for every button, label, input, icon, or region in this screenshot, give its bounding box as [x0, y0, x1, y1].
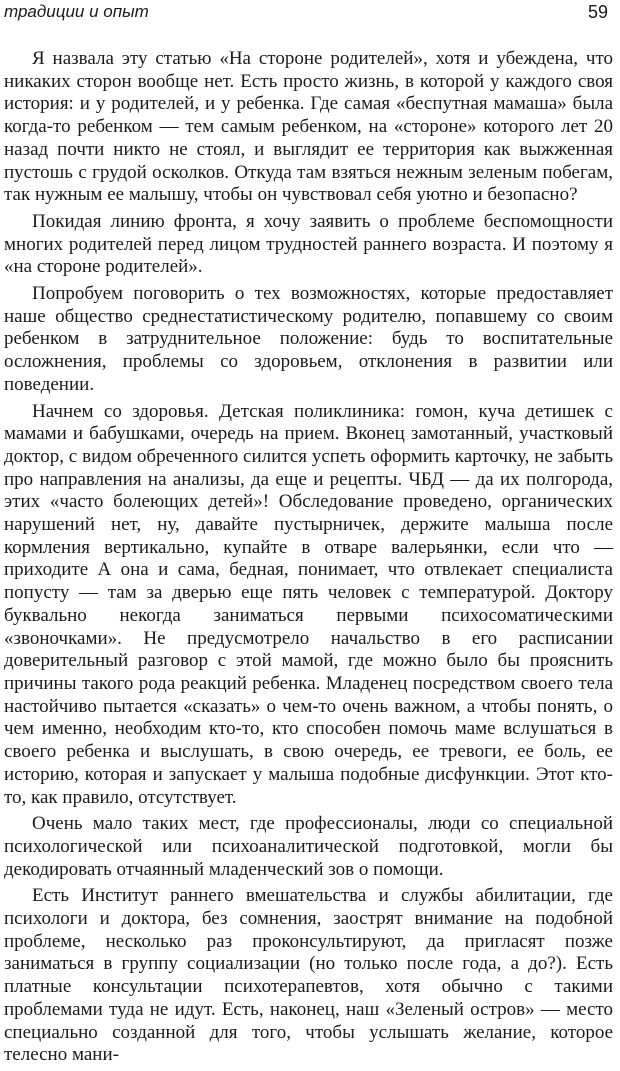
- running-head: [4, 2, 608, 28]
- paragraph: Очень мало таких мест, где профессионалы, люди со специальной психологической или психоаналитической подготовкой, могли бы декодировать отчаянный младенческий зов о помощи.: [4, 813, 613, 880]
- paragraph: Начнем со здоровья. Детская поликлиника: гомон, куча детишек с мамами и бабушками, очередь на прием. Вконец замотанный, участковый доктор, с видом обреченного силится успеть оформить карточку, не забыть про направления на анализы, да еще и рецепты. ЧБД — да их полгорода, этих «часто болеющих детей»! Обследование проведено, органических нарушений нет, ну, давайте пустырничек, держите малыша после кормления вертикально, купайте в отваре валерьянки, если что — приходите А она и сама, бедная, понимает, что отвлекает специалиста попусту — там за дверью еще пять человек с температурой. Доктору буквально некогда заниматься первыми психосоматическими «звоночками». Не предусмотрело начальство в его расписании доверительный разговор с этой мамой, где можно было бы прояснить причины такого рода реакций ребенка. Младенец посредством своего тела настойчиво пытается «сказать» о чем-то очень важном, а чтобы понять, о чем именно, необходим кто-то, кто способен помочь маме вслушаться в своего ребенка и выслушать, в свою очередь, ее тревоги, ее боль, ее историю, которая и запускает у малыша подобные дисфункции. Этот кто-то, как правило, отсутствует.: [4, 400, 613, 808]
- body-text: [4, 48, 613, 1071]
- paragraph: Попробуем поговорить о тех возможностях, которые предоставляет наше общество среднестатистическому родителю, попавшему со своим ребенком в затруднительное положение: будь то воспитательные осложнения, проблемы со здоровьем, отклонения в развитии или поведении.: [4, 283, 613, 395]
- paragraph: Покидая линию фронта, я хочу заявить о проблеме беспомощности многих родителей перед лицом трудностей раннего возраста. И поэтому я «на стороне родителей».: [4, 210, 613, 278]
- paragraph: Я назвала эту статью «На стороне родителей», хотя и убеждена, что никаких сторон вообще нет. Есть просто жизнь, в которой у каждого своя история: и у родителей, и у ребенка. Где самая «беспутная мамаша» была когда-то ребенком — тем самым ребенком, на «стороне» которого лет 20 назад почти никто не стоял, и выглядит ее территория как выжженная пустошь с грудой осколков. Откуда там взяться нежным зеленым побегам, так нужным ее малышу, чтобы он чувствовал себя уютно и безопасно?: [4, 48, 613, 206]
- section-title: традиции и опыт: [4, 2, 149, 21]
- page-number: 59: [587, 2, 608, 22]
- paragraph: Есть Институт раннего вмешательства и службы абилитации, где психологи и доктора, без сомнения, заострят внимание на подобной проблеме, несколько раз проконсультируют, да пригласят позже заниматься в группу социализации (но только после года, а до?). Есть платные консультации психотерапевтов, хотя обычно с такими проблемами туда не идут. Есть, наконец, наш «Зеленый остров» — место специально созданной для того, чтобы услышать желание, которое телесно мани-: [4, 885, 613, 1066]
